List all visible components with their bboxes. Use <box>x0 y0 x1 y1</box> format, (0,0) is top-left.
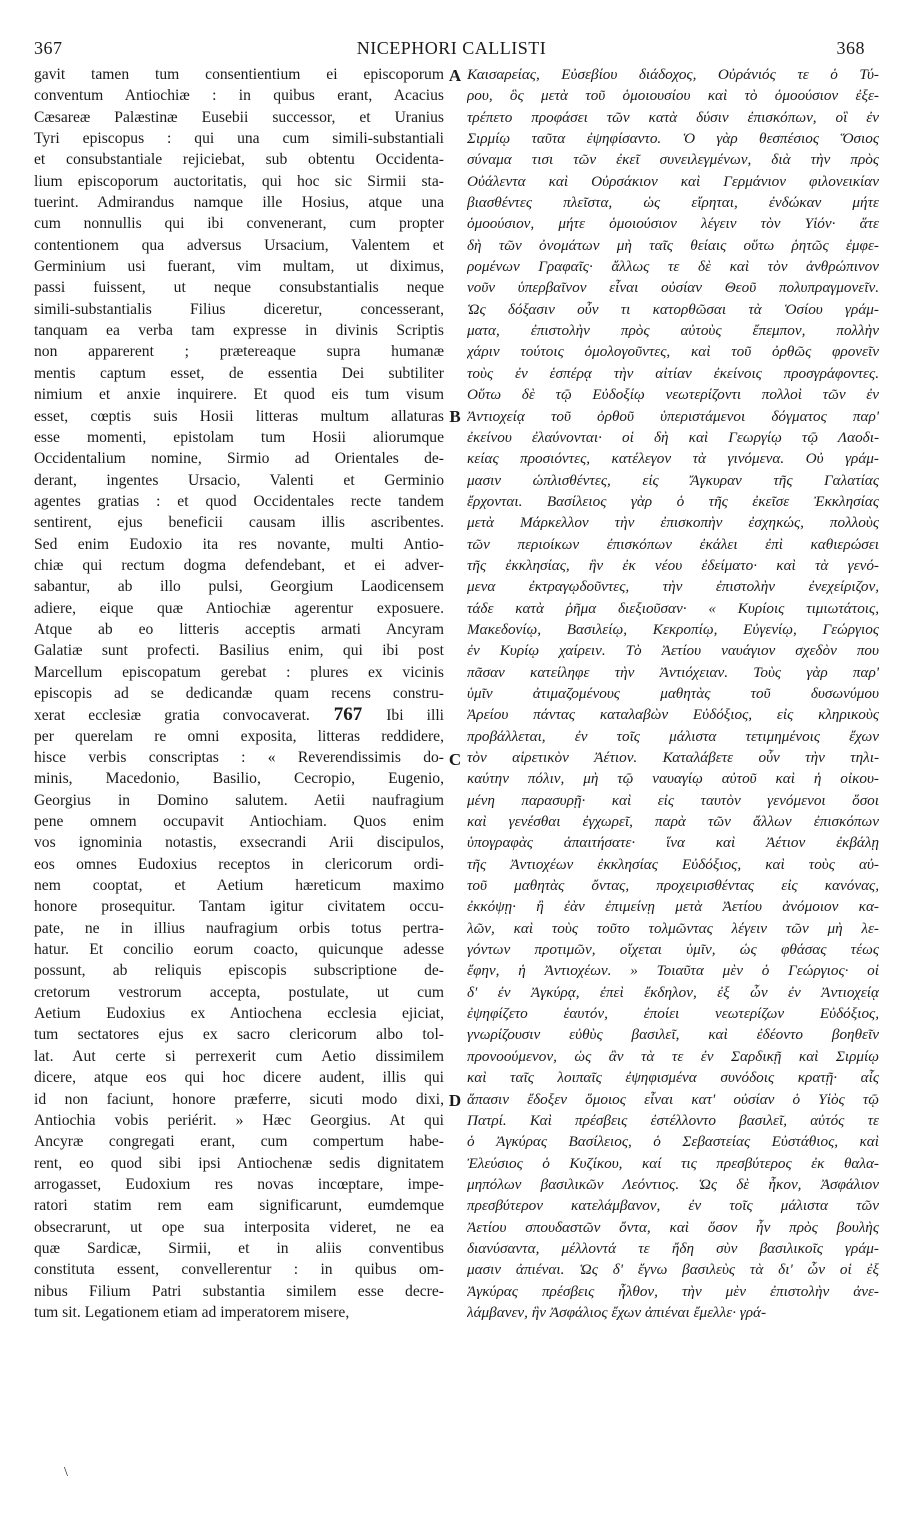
latin-line-text: et consubstantiale rejiciebat, sub obtentu Occidenta- <box>34 151 444 169</box>
greek-line <box>467 235 879 256</box>
greek-line <box>467 1067 879 1088</box>
latin-line <box>34 1067 444 1088</box>
column-number: 767 <box>309 704 387 726</box>
greek-line <box>467 1195 879 1216</box>
latin-line-text: Antiochia vobis periérit. » Hæc Georgius. At qui <box>34 1111 444 1129</box>
greek-line-text: ὑμῖν ἀτιμαζομένους μαθητὰς τοῦ δυσωνύμου <box>467 684 879 702</box>
latin-line <box>34 768 444 789</box>
latin-line <box>34 235 444 256</box>
latin-line <box>34 1217 444 1238</box>
greek-line <box>467 811 879 832</box>
greek-line-text: προβάλλεται, ἐν τοῖς μάλιστα τετιμημένοις ἔχων <box>467 727 879 745</box>
latin-line-text: episcopis ad se dedicandæ quam recens constru- <box>34 684 444 702</box>
latin-line-text: pene omnem occupavit Antiochiam. Quos enim <box>34 813 444 831</box>
latin-line <box>34 1089 444 1110</box>
latin-line <box>34 1046 444 1067</box>
greek-line-text: ἔρχονται. Βασίλειος γὰρ ὁ τῆς ἐκεῖσε Ἐκκλησίας <box>467 492 879 510</box>
greek-line <box>467 1174 879 1195</box>
greek-line-text: τῶν περιοίκων ἐπισκόπων ἐκάλει ἐπὶ καθιερώσει <box>467 535 879 553</box>
latin-line <box>34 662 444 683</box>
greek-line <box>467 1153 879 1174</box>
latin-line <box>34 299 444 320</box>
greek-line <box>467 1003 879 1024</box>
greek-line <box>467 299 879 320</box>
latin-line <box>34 213 444 234</box>
greek-line-text: καύτην πόλιν, μὴ τῷ ναυαγίῳ αὐτοῦ καὶ ἡ οἰκου- <box>467 770 879 788</box>
greek-line-text: σύναμα τισι τῶν ἐκεῖ συνειλεγμένων, διὰ τὴν πρὸς <box>467 151 879 169</box>
greek-line <box>467 960 879 981</box>
running-header <box>0 38 903 66</box>
greek-line <box>467 192 879 213</box>
latin-line <box>34 939 444 960</box>
greek-line-text: δὴ τῶν ὀνομάτων μὴ ταῖς θείαις οὕτω ῥητῶς ἐμφε- <box>467 236 879 254</box>
greek-line-text: τῆς Ἀντιοχέων ἐκκλησίας Εὐδόξιος, καὶ τοὺς αὐ- <box>467 855 879 873</box>
greek-line <box>467 384 879 405</box>
greek-line <box>467 406 879 427</box>
latin-line-text: lium episcoporum auctoritatis, qui hoc sic Sirmii sta- <box>34 172 444 190</box>
latin-line-text: nem cooptat, et Aetium hæreticum maximo <box>34 877 444 895</box>
latin-line <box>34 470 444 491</box>
latin-line-text: nibus Filium Patri substantia similem esse decre- <box>34 1282 444 1300</box>
latin-line <box>34 1153 444 1174</box>
greek-line-text: τοὺς ἐν ἑσπέρᾳ τὴν αἰτίαν ἐκείνοις προσγράφοντες. <box>467 364 879 382</box>
latin-line-text: Georgius in Domino salutem. Aetii naufragium <box>34 791 444 809</box>
greek-line-text: Ἀετίου σπουδαστῶν ὄντα, καὶ ὅσον ἦν πρὸς βουλὴς <box>467 1218 879 1236</box>
greek-line <box>467 128 879 149</box>
latin-line-text: sentirent, ejus beneficii causam illis ascribentes. <box>34 514 444 532</box>
latin-line-text: derant, ingentes Ursacio, Valenti et Germinio <box>34 471 444 489</box>
latin-line-text: rent, eo quod sibi ipsi Antiochenæ sedis dignitatem <box>34 1154 444 1172</box>
latin-line <box>34 128 444 149</box>
greek-line <box>467 790 879 811</box>
greek-line <box>467 320 879 341</box>
greek-line-text: γνωρίζουσιν εὐθὺς βασιλεῖ, καὶ ἐδέοντο βοηθεῖν <box>467 1026 879 1044</box>
greek-line-text: ὁμοούσιον, μήτε ὁμοιούσιον λέγειν τὸν Υἱόν· ἅτε <box>467 215 879 233</box>
latin-line <box>34 448 444 469</box>
greek-line <box>467 939 879 960</box>
latin-line <box>34 1302 444 1323</box>
latin-line <box>34 555 444 576</box>
latin-line-text: minis, Macedonio, Basilio, Cecropio, Eugenio, <box>34 770 444 788</box>
latin-line-text: chiæ qui rectum dogma defendebant, et ei adver- <box>34 556 444 574</box>
greek-line-text: τρέπετο προφάσει τῶν κατὰ δύσιν ἐπισκόπων, οἳ ἐν <box>467 108 879 126</box>
greek-line <box>467 726 879 747</box>
latin-line <box>34 512 444 533</box>
greek-line-text: ρου, ὃς μετὰ τοῦ ὁμοιουσίου καὶ τὸ ὁμοούσιον ἐξε- <box>467 87 879 105</box>
greek-line-text: βιασθέντες πλεῖστα, ὡς εἴρηται, ἐνδώκαν μήτε <box>467 194 879 212</box>
latin-line-text: Ibi illi <box>386 707 444 725</box>
greek-line-text: Καισαρείας, Εὐσεβίου διάδοχος, Οὐράνιός τε ὁ Τύ- <box>467 66 879 83</box>
latin-line-text: obsecrarunt, ut ope sua interposita videret, ne ea <box>34 1218 444 1236</box>
latin-line <box>34 1003 444 1024</box>
greek-line-text: λῶν, καὶ τοὺς τοῦτο τολμῶντας λέγειν τῶν μὴ λε- <box>467 919 879 937</box>
latin-line-text: Cæsareæ Palæstinæ Eusebii successor, et Uranius <box>34 108 444 126</box>
latin-line <box>34 341 444 362</box>
greek-line <box>467 640 879 661</box>
latin-line-text: tum sectatores ejus ex sacro clericorum albo tol- <box>34 1026 444 1044</box>
greek-line-text: προνοούμενον, ὡς ἂν τὰ τε ἐν Σαρδικῇ καὶ Σιρμίῳ <box>467 1047 879 1065</box>
greek-line-text: μηπόλων βασιλικῶν Λεόντιος. Ὡς δὲ ἧκον, Ἀσφάλιον <box>467 1175 879 1193</box>
latin-line-text: simili-substantialis Filius diceretur, concesserant, <box>34 300 444 318</box>
greek-line-text: Ἀγκύρας πρέσβεις ἧλθον, τὴν μὲν ἐπιστολὴν ἀνε- <box>467 1282 879 1300</box>
latin-line <box>34 320 444 341</box>
latin-line-text: Occidentalium nomine, Sirmio ad Orientales de- <box>34 450 444 468</box>
greek-line <box>467 470 879 491</box>
greek-line <box>467 683 879 704</box>
greek-line-text: ἐκείνου ἐλαύνονται· οἱ δὴ καὶ Γεωργίῳ τῷ Λαοδι- <box>467 428 879 446</box>
latin-line <box>34 1110 444 1131</box>
latin-line-text: cretorum vestrorum accepta, postulate, ut cum <box>34 983 444 1001</box>
latin-line-text: adiere, eique quæ Antiochiæ agerentur exposuere. <box>34 599 444 617</box>
latin-line-text: vos ignominia notastis, exsecrandi Arii discipulos, <box>34 834 444 852</box>
greek-line <box>467 256 879 277</box>
latin-line-text: Germinium usi fuerant, vim multam, ut diximus, <box>34 258 444 276</box>
latin-line-text: ratori statim rem eam significarunt, eumdemque <box>34 1197 444 1215</box>
latin-line <box>34 875 444 896</box>
latin-line <box>34 384 444 405</box>
latin-line-text: possunt, ab reliquis episcopis subscriptione de- <box>34 962 444 980</box>
latin-line <box>34 534 444 555</box>
greek-line <box>467 982 879 1003</box>
latin-line-text: passi fuissent, ut neque consubstantialis neque <box>34 279 444 297</box>
greek-line-text: κείας προσιόντες, κατέλεγον τὰ γινόμενα. Οὐ γράμ- <box>467 450 879 468</box>
greek-line <box>467 768 879 789</box>
latin-line <box>34 854 444 875</box>
latin-line <box>34 918 444 939</box>
running-title: NICEPHORI CALLISTI <box>356 38 547 58</box>
latin-line-text: honore prosequitur. Tantam igitur civitatem occu- <box>34 898 444 916</box>
greek-line-text: χάριν τούτοις ὁμολογοῦντες, καὶ τοῦ ὀρθῶς φρονεῖν <box>467 343 879 361</box>
latin-line-text: quæ Sardicæ, Sirmii, et in aliis conventibus <box>34 1239 444 1257</box>
greek-line <box>467 1217 879 1238</box>
latin-line <box>34 1195 444 1216</box>
greek-line-text: Σιρμίῳ ταῦτα ἐψηφίσαντο. Ὁ γὰρ θεσπέσιος Ὅσιος <box>467 130 879 148</box>
latin-line <box>34 576 444 597</box>
latin-line-text: arrogasset, Eudoxium res novas incœptare, impe- <box>34 1175 444 1193</box>
latin-line-text: xerat ecclesiæ gratia convocaverat. <box>34 707 310 725</box>
greek-line <box>467 1046 879 1067</box>
greek-line-text: ἅπασιν ἔδοξεν ὅμοιος εἶναι κατ' οὐσίαν ὁ Υἱὸς τῷ <box>467 1090 879 1108</box>
greek-line <box>467 448 879 469</box>
latin-line <box>34 598 444 619</box>
latin-line-text: tanquam ea verba tam expresse in divinis Scriptis <box>34 322 444 340</box>
greek-line-text: καὶ γενέσθαι ἐγχωρεῖ, παρὰ τῶν ἄλλων ἐπισκόπων <box>467 813 879 831</box>
latin-line-text: gavit tamen tum consentientium ei episcoporum <box>34 66 444 83</box>
latin-line-text: non apparerent ; prætereaque supra humanæ <box>34 343 444 361</box>
latin-line <box>34 683 444 704</box>
latin-line <box>34 277 444 298</box>
greek-line <box>467 832 879 853</box>
greek-line <box>467 512 879 533</box>
greek-line <box>467 491 879 512</box>
latin-line-text: Galatiæ sunt profecti. Basilius enim, qui ibi post <box>34 642 444 660</box>
latin-line-text: tum sit. Legationem etiam ad imperatorem misere, <box>34 1303 350 1321</box>
greek-line-text: ὁ Ἀγκύρας Βασίλειος, ὁ Σεβαστείας Εὐστάθιος, καὶ <box>467 1133 879 1151</box>
greek-line-text: ἐψηφίζετο ἑαυτόν, ἐποίει νεωτερίζων Εὐδόξιος, <box>467 1005 879 1023</box>
latin-line-text: conventum Antiochiæ : in quibus erant, Acacius <box>34 87 444 105</box>
latin-column <box>34 64 444 1323</box>
stray-mark: \ <box>64 1465 68 1480</box>
greek-line <box>467 576 879 597</box>
latin-line-text: lat. Aut certe si perrexerit cum Aetio dissimilem <box>34 1047 444 1065</box>
page-number-left: 367 <box>34 38 63 58</box>
latin-line <box>34 1174 444 1195</box>
latin-line <box>34 1238 444 1259</box>
greek-line-text: ἐν Κυρίῳ χαίρειν. Τὸ Ἀετίου ναυάγιον σχεδὸν που <box>467 642 879 660</box>
greek-line-text: τοῦ μαθητὰς ὄντας, προχειρισθέντας εἰς κανόνας, <box>467 877 879 895</box>
latin-line <box>34 960 444 981</box>
greek-line <box>467 555 879 576</box>
greek-line <box>467 704 879 725</box>
latin-line <box>34 790 444 811</box>
greek-line-text: Ὡς δόξασιν οὖν τι κατορθῶσαι τὰ Ὁσίου γράμ- <box>467 300 879 318</box>
greek-line <box>467 1089 879 1110</box>
latin-line <box>34 704 444 725</box>
latin-line <box>34 64 444 85</box>
latin-line-text: pate, ne in illius naufragium orbis totus pertra- <box>34 919 444 937</box>
greek-line-text: πρεσβύτερον κατελάμβανον, ἐν τοῖς μάλιστα τῶν <box>467 1197 879 1215</box>
greek-line <box>467 1259 879 1280</box>
latin-line <box>34 491 444 512</box>
latin-line-text: Sed enim Eudoxio ita res novante, multi Antio- <box>34 535 444 553</box>
greek-line-text: καὶ ταῖς λοιπαῖς ἐψηφισμένα συνόδοις κρατῇ· αἷς <box>467 1069 879 1087</box>
latin-line <box>34 619 444 640</box>
latin-line-text: tuerint. Admirandus namque ille Hosius, atque una <box>34 194 444 212</box>
latin-line <box>34 363 444 384</box>
greek-line <box>467 619 879 640</box>
latin-line <box>34 640 444 661</box>
latin-line-text: Marcellum episcopatum gerebat : plures ex vicinis <box>34 663 444 681</box>
greek-line-text: τῆς ἐκκλησίας, ἣν ἐκ νέου ἐδείματο· καὶ τὰ γενό- <box>467 556 879 574</box>
greek-line <box>467 662 879 683</box>
latin-line <box>34 427 444 448</box>
latin-line <box>34 149 444 170</box>
latin-line <box>34 171 444 192</box>
latin-line <box>34 896 444 917</box>
greek-line <box>467 341 879 362</box>
latin-line-text: eos omnes Eudoxius receptos in clericorum ordi- <box>34 855 444 873</box>
greek-line-text: ματα, ἐπιστολὴν πρὸς αὐτοὺς ἔπεμπον, πολλὴν <box>467 322 879 340</box>
latin-line <box>34 85 444 106</box>
margin-letter-c: C <box>448 750 462 769</box>
greek-line <box>467 854 879 875</box>
latin-line-text: hatur. Et concilio eorum coacto, quicunque adesse <box>34 941 444 959</box>
greek-line <box>467 149 879 170</box>
latin-line <box>34 107 444 128</box>
latin-line-text: constituta essent, convellerentur : in quibus om- <box>34 1261 444 1279</box>
greek-line-text: Οὕτω δὲ τῷ Εὐδοξίῳ νεωτερίζοντι πολλοὶ τῶν ἐν <box>467 386 879 404</box>
latin-line-text: mentis captum esset, de essentia Dei subtiliter <box>34 364 444 382</box>
margin-letter-d: D <box>448 1091 462 1110</box>
latin-line-text: per querelam re omni exposita, litteras reddidere, <box>34 727 444 745</box>
latin-line <box>34 726 444 747</box>
latin-line <box>34 406 444 427</box>
greek-line <box>467 598 879 619</box>
greek-line <box>467 896 879 917</box>
greek-line-text: μασιν ἀπιέναι. Ὡς δ' ἔγνω βασιλεὺς τὰ δι' ὧν οἱ ἐξ <box>467 1261 879 1279</box>
latin-line <box>34 1131 444 1152</box>
latin-line <box>34 192 444 213</box>
greek-line <box>467 747 879 768</box>
greek-line-text: δ' ἐν Ἀγκύρᾳ, ἐπεὶ ἔκδηλον, ἐξ ὧν ἐν Ἀντιοχείᾳ <box>467 983 879 1001</box>
greek-line-text: γόντων προτιμῶν, οἴχεται ὑμῖν, ὡς φθάσας τέως <box>467 941 879 959</box>
greek-line-text: μασιν ὡπλισθέντες, εἰς Ἄγκυραν τῆς Γαλατίας <box>467 471 879 489</box>
greek-line-text: πᾶσαν κατείληφε τὴν Ἀντιόχειαν. Τοὺς γὰρ παρ' <box>467 663 879 681</box>
margin-letter-b: B <box>449 407 461 426</box>
greek-column <box>467 64 879 1323</box>
greek-line <box>467 171 879 192</box>
latin-line-text: esse momenti, epistolam tum Hosii aliorumque <box>34 428 444 446</box>
greek-line-text: Μακεδονίῳ, Βασιλείῳ, Κεκροπίῳ, Εὐγενίῳ, Γεώργιος <box>467 620 879 638</box>
greek-line-text: Ἀρείου πάντας καταλαβὼν Εὐδόξιος, εἰς κληρικοὺς <box>467 706 879 724</box>
latin-line-text: agentes gratias : et quod Occidentales recte tandem <box>34 492 444 510</box>
greek-line <box>467 107 879 128</box>
latin-line-text: dicere, atque eos qui hoc dicere audent, illis qui <box>34 1069 444 1087</box>
latin-line-text: id non faciunt, honore præferre, sicuti modo dixi, <box>34 1090 444 1108</box>
greek-line-text: Πατρί. Καὶ πρέσβεις ἐστέλλοντο βασιλεῖ, αὐτός τε <box>467 1111 879 1129</box>
greek-line <box>467 1281 879 1302</box>
latin-line <box>34 747 444 768</box>
greek-line-text: διανύσαντα, μέλλοντά τε ἤδη σὺν βασιλικοῖς γράμ- <box>467 1239 879 1257</box>
greek-line <box>467 918 879 939</box>
greek-line <box>467 875 879 896</box>
greek-line <box>467 64 879 85</box>
greek-line-text: Οὐάλεντα καὶ Οὐρσάκιον καὶ Γερμάνιον φιλονεικίαν <box>467 172 879 190</box>
latin-line-text: cum nonnullis qui ibi convenerant, cum propter <box>34 215 444 233</box>
greek-line-text: λάμβανεν, ἣν Ἀσφάλιος ἔχων ἀπιέναι ἔμελλε· γρά- <box>467 1303 767 1321</box>
latin-line <box>34 1281 444 1302</box>
greek-line <box>467 534 879 555</box>
latin-line <box>34 832 444 853</box>
greek-line <box>467 85 879 106</box>
latin-line <box>34 256 444 277</box>
greek-line-text: μενα ἐκτραγῳδοῦντες, τὴν ἐπιστολὴν ἐνεχείριζον, <box>467 578 879 596</box>
latin-line-text: contentionem qua adversus Ursacium, Valentem et <box>34 236 444 254</box>
latin-line-text: nimium et anxie inquirere. Et quod eis tum visum <box>34 386 444 404</box>
page-number-right: 368 <box>836 38 865 58</box>
greek-line-text: ὑπογραφὰς ἀπαιτήσατε· ἵνα καὶ Ἀέτιον ἐκβάλῃ <box>467 834 879 852</box>
greek-line-text: τάδε κατὰ ῥῆμα διεξιοῦσαν· « Κυρίοις τιμιωτάτοις, <box>467 599 879 617</box>
greek-line <box>467 213 879 234</box>
greek-line-text: ρομένων Γραφαῖς· ἄλλως τε δὲ καὶ τὸν ἀνθρώπινον <box>467 258 879 276</box>
greek-line <box>467 363 879 384</box>
greek-line-text: ἔφην, ἡ Ἀντιοχέων. » Τοιαῦτα μὲν ὁ Γεώργιος· οἱ <box>467 962 879 980</box>
greek-line-text: Ἐλεύσιος ὁ Κυζίκου, καί τις πρεσβύτερος ἐκ θαλα- <box>467 1154 879 1172</box>
greek-line-text: Ἀντιοχείᾳ τοῦ ὀρθοῦ ὑπεριστάμενοι δόγματος παρ' <box>467 407 879 425</box>
latin-line-text: hisce verbis conscriptas : « Reverendissimis do- <box>34 749 444 766</box>
greek-line <box>467 1238 879 1259</box>
latin-line <box>34 1259 444 1280</box>
latin-line-text: esset, cœptis suis Hosii litteras multum allaturas <box>34 407 444 425</box>
latin-line-text: Tyri episcopus : qui una cum simili-substantiali <box>34 130 444 148</box>
greek-line-text: μετὰ Μάρκελλον τὴν ἐπισκοπὴν ἐσχηκώς, πολλοὺς <box>467 514 879 532</box>
latin-line <box>34 811 444 832</box>
greek-line <box>467 427 879 448</box>
greek-line <box>467 1110 879 1131</box>
margin-letter-a: A <box>448 66 462 85</box>
greek-line <box>467 277 879 298</box>
greek-line <box>467 1131 879 1152</box>
latin-line-text: Aetium Eudoxius ex Antiochena ecclesia ejiciat, <box>34 1005 444 1023</box>
greek-line <box>467 1024 879 1045</box>
greek-line-text: τὸν αἱρετικὸν Ἀέτιον. Καταλάβετε οὖν τὴν τηλι- <box>467 749 879 766</box>
latin-line <box>34 982 444 1003</box>
latin-line <box>34 1024 444 1045</box>
greek-line-text: μένη παρασυρῇ· καὶ εἰς ταυτὸν γενόμενοι ὅσοι <box>467 791 879 809</box>
latin-line-text: Atque ab eo litteris acceptis armati Ancyram <box>34 620 444 638</box>
latin-line-text: sabantur, ab illo pulsi, Georgium Laodicensem <box>34 578 444 596</box>
greek-line <box>467 1302 879 1323</box>
greek-line-text: νοῦν ὑπερβαῖνον εἶναι οὐσίαν Θεοῦ πολυπραγμονεῖν. <box>467 279 879 297</box>
greek-line-text: ἐκκόψῃ· ἢ ἐὰν ἐπιμείνῃ μετὰ Ἀετίου ἀνόμοιον κα- <box>467 898 879 916</box>
latin-line-text: Ancyræ congregati erant, cum compertum habe- <box>34 1133 444 1151</box>
